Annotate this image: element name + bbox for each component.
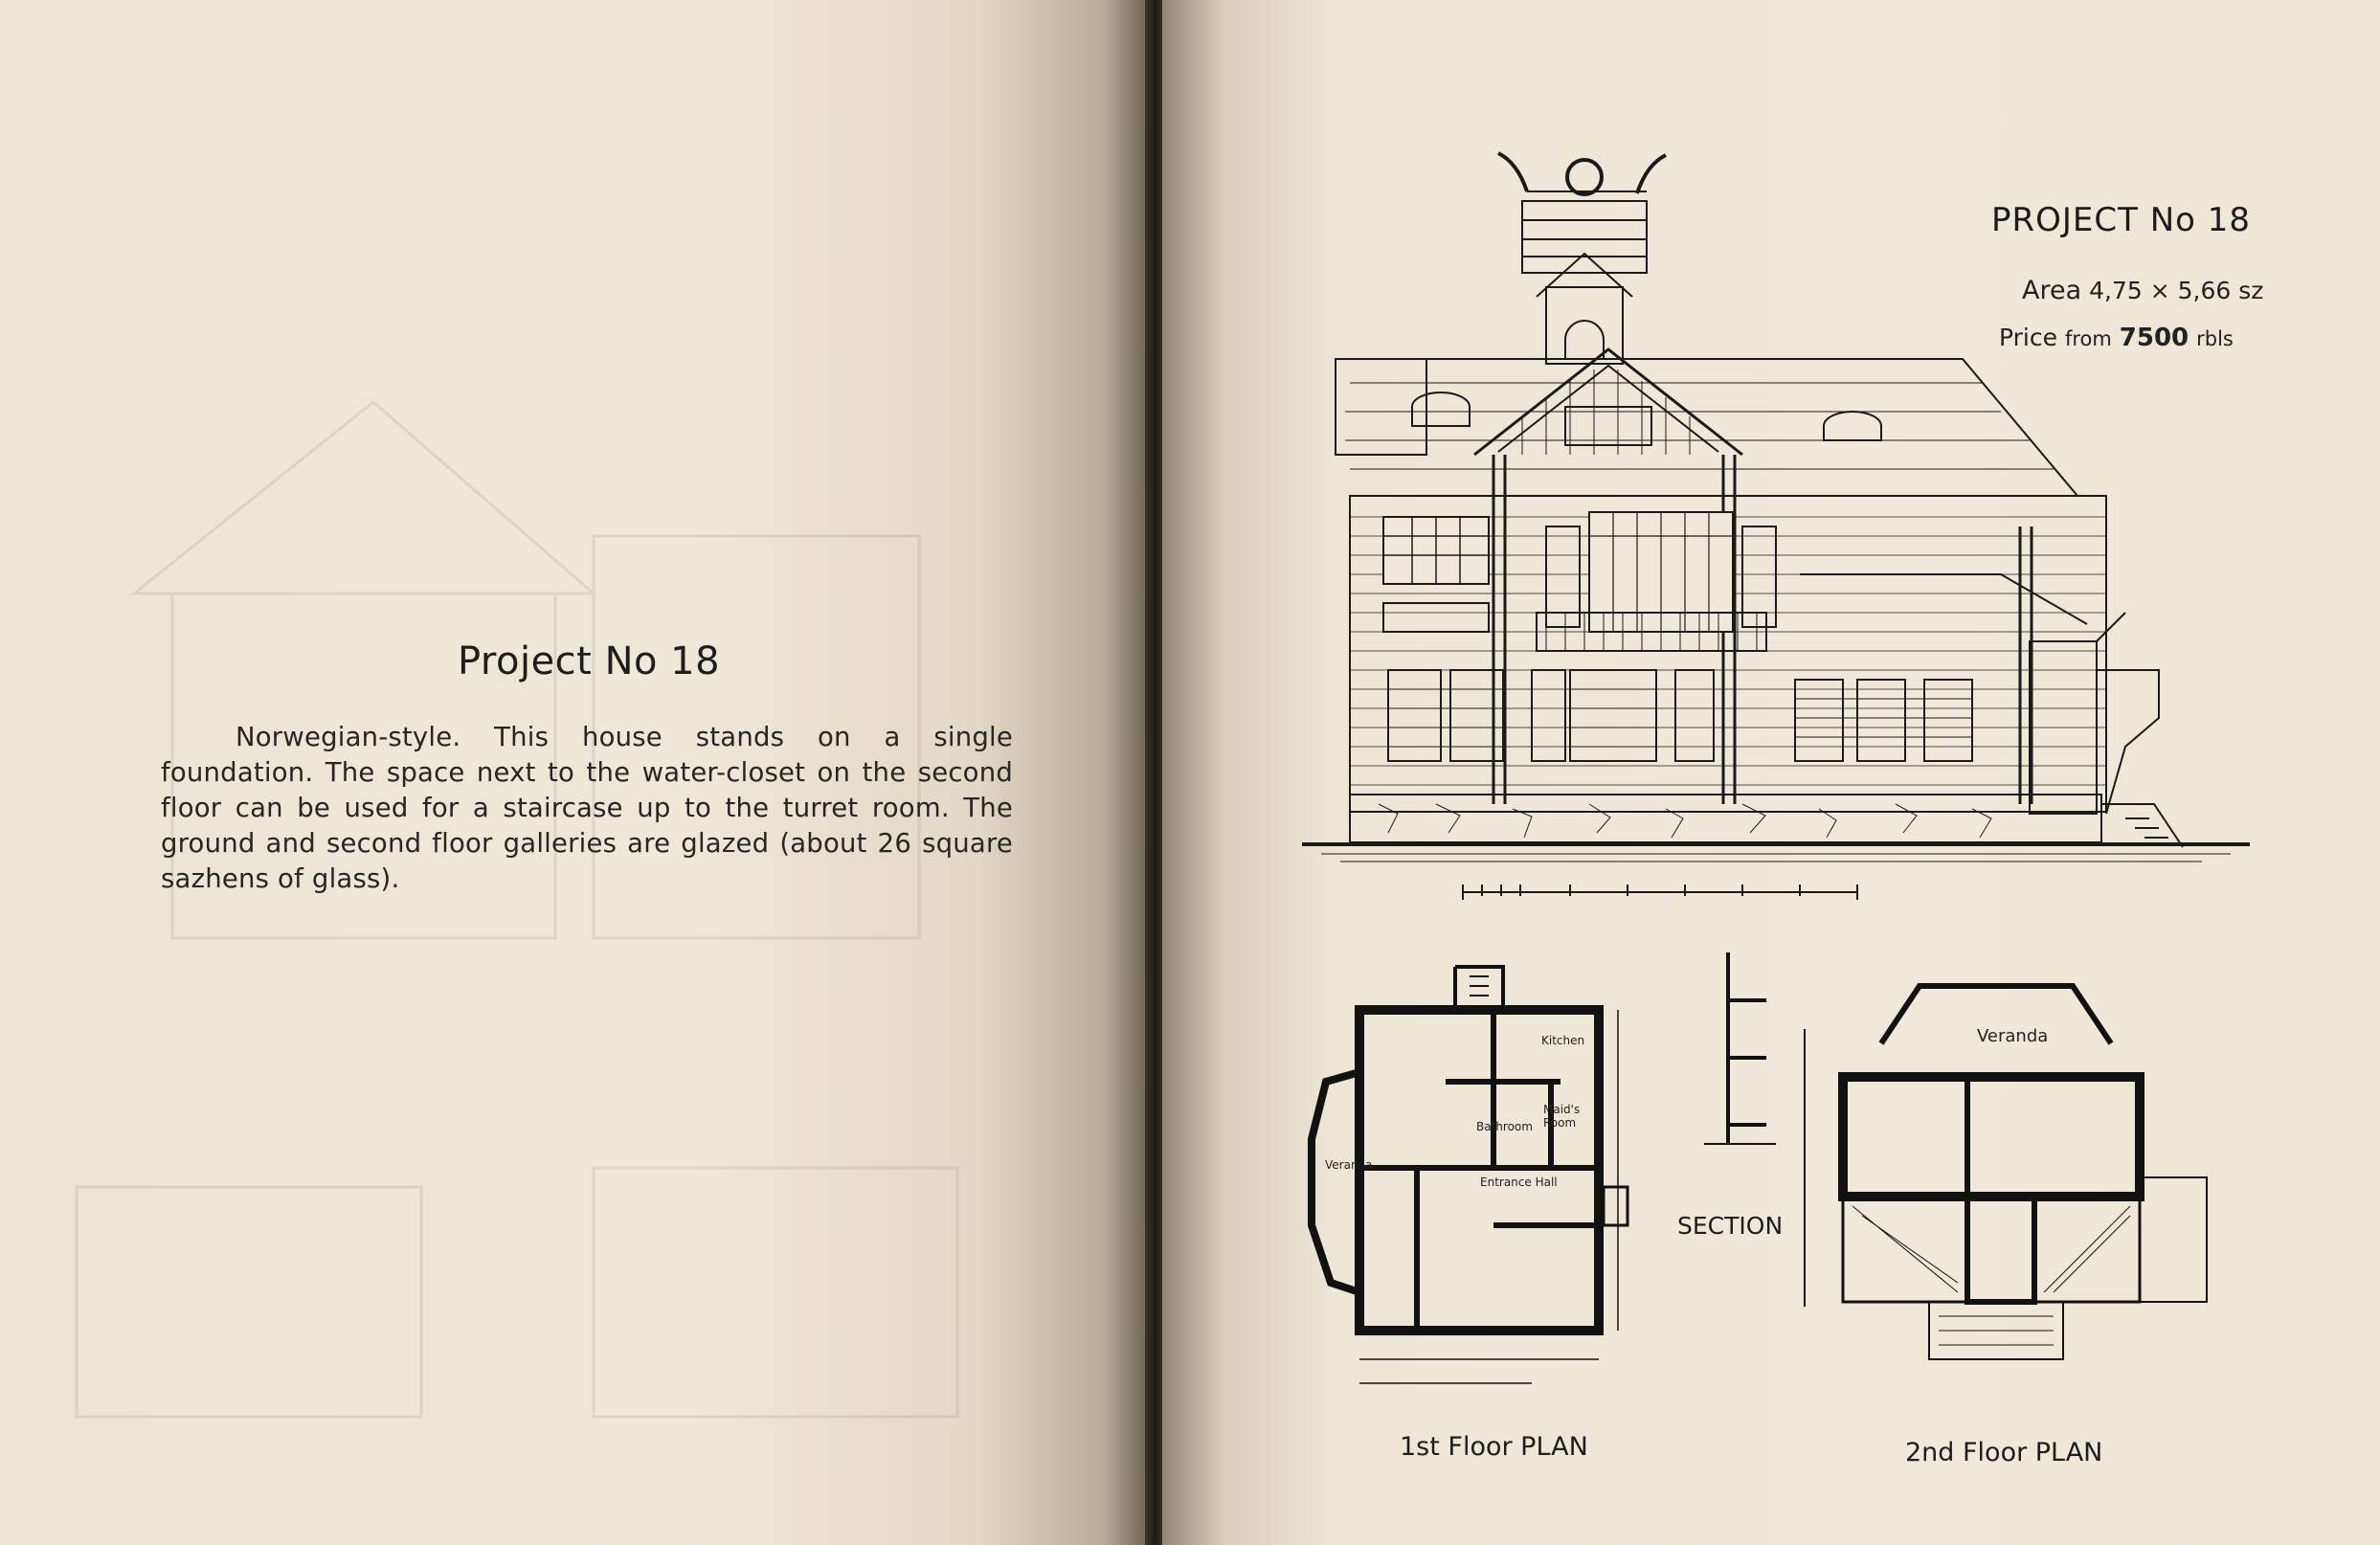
section-caption: SECTION xyxy=(1677,1212,1784,1240)
elevation-scale-bar xyxy=(1436,871,1876,906)
price-unit: rbls xyxy=(2196,327,2234,350)
bathroom-label: Bathroom xyxy=(1476,1120,1533,1133)
page-title: Project No 18 xyxy=(458,639,721,683)
entrance-hall-label: Entrance Hall xyxy=(1480,1176,1558,1189)
price-label: Price xyxy=(1999,324,2057,351)
veranda-label: Veranda xyxy=(1325,1158,1373,1172)
kitchen-label: Kitchen xyxy=(1541,1034,1585,1047)
second-floor-plan-caption: 2nd Floor PLAN xyxy=(1905,1438,2103,1467)
second-floor-veranda-label: Veranda xyxy=(1977,1026,2049,1046)
section-drawing xyxy=(1671,943,1814,1326)
price-value: 7500 xyxy=(2119,324,2189,352)
left-page xyxy=(0,0,1149,1545)
second-floor-plan xyxy=(1824,957,2235,1398)
price-from: from xyxy=(2064,327,2112,350)
area-label: Area xyxy=(2022,276,2082,305)
first-floor-plan-caption: 1st Floor PLAN xyxy=(1400,1432,1588,1462)
project-heading: PROJECT No 18 xyxy=(1991,201,2252,239)
area-value: 4,75 × 5,66 sz xyxy=(2089,277,2264,304)
project-description: Norwegian-style. This house stands on a single foundation. The space next to the water-closet on the second floor can be used for a staircase up to the turret room. The ground and second floor galleries are glazed (about 26 square sazhens of glass). xyxy=(161,722,1013,894)
maids-room-label: Maid's Room xyxy=(1543,1103,1581,1130)
house-elevation-drawing xyxy=(1292,134,2259,881)
